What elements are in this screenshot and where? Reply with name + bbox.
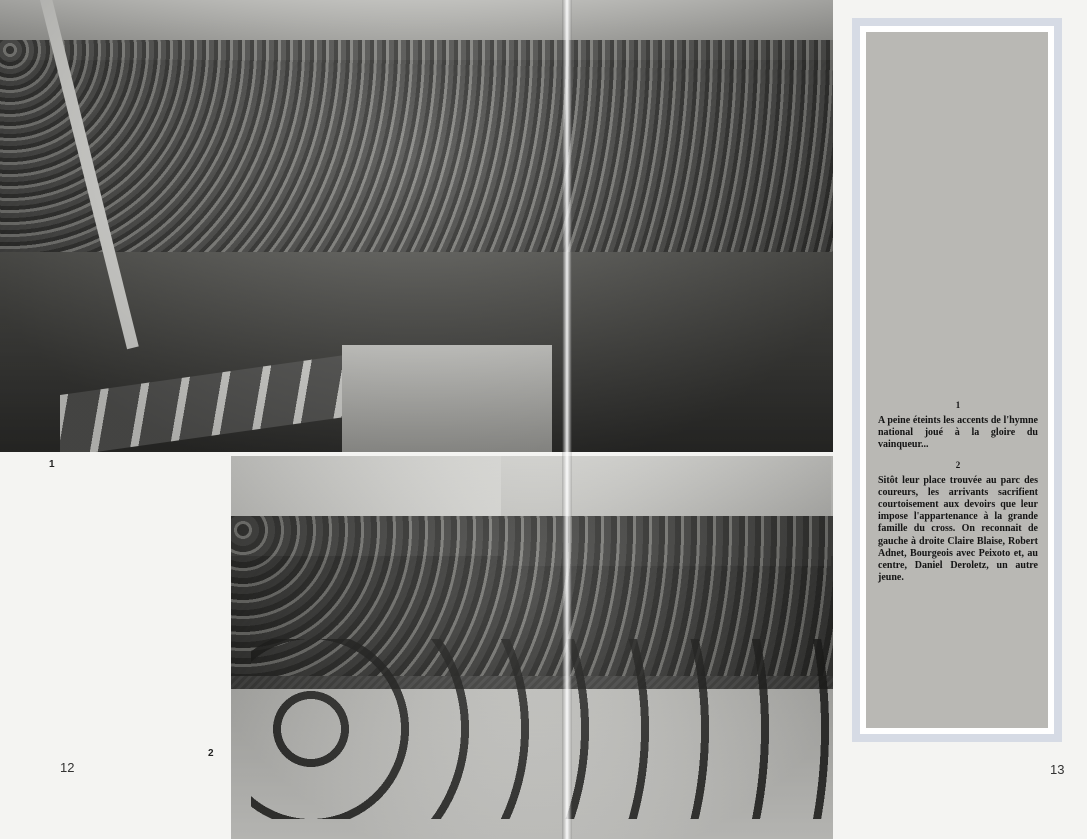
motorcycles: [251, 639, 831, 819]
riders-group: [231, 516, 833, 676]
flag-pole: [40, 0, 139, 349]
photo-crowd-podium: [0, 0, 833, 452]
podium-platform: [342, 345, 552, 452]
photo-number-1: 1: [49, 459, 55, 470]
caption-index: 1: [955, 400, 961, 410]
photo-number-2: 2: [208, 748, 214, 759]
crowd: [0, 40, 833, 260]
caption-text: A peine éteints les accents de l'hymne national joué à la gloire du vainqueur...: [878, 415, 1038, 451]
photo-riders-paddock: [231, 456, 833, 839]
ladder: [60, 355, 345, 452]
caption-2: [878, 460, 1038, 585]
caption-panel: [852, 18, 1062, 742]
page-number-left: 12: [60, 760, 75, 775]
caption-1: [878, 400, 1038, 452]
snow-ground: [231, 689, 833, 839]
caption-text: Sitôt leur place trouvée au parc des coureurs, les arrivants sacrifient courtoisement aux devoirs que leur impose l'appartenance à la grande famille du cross. On reconnait de gauche à droite Claire Blaise, Robert Adnet, Bourgeois avec Peixoto et, au centre, Daniel Deroletz, un autre jeune.: [878, 474, 1038, 584]
page-number-right: 13: [1050, 762, 1065, 777]
caption-index: 2: [955, 459, 961, 470]
page-gutter: [562, 0, 572, 839]
canopy: [501, 456, 831, 566]
